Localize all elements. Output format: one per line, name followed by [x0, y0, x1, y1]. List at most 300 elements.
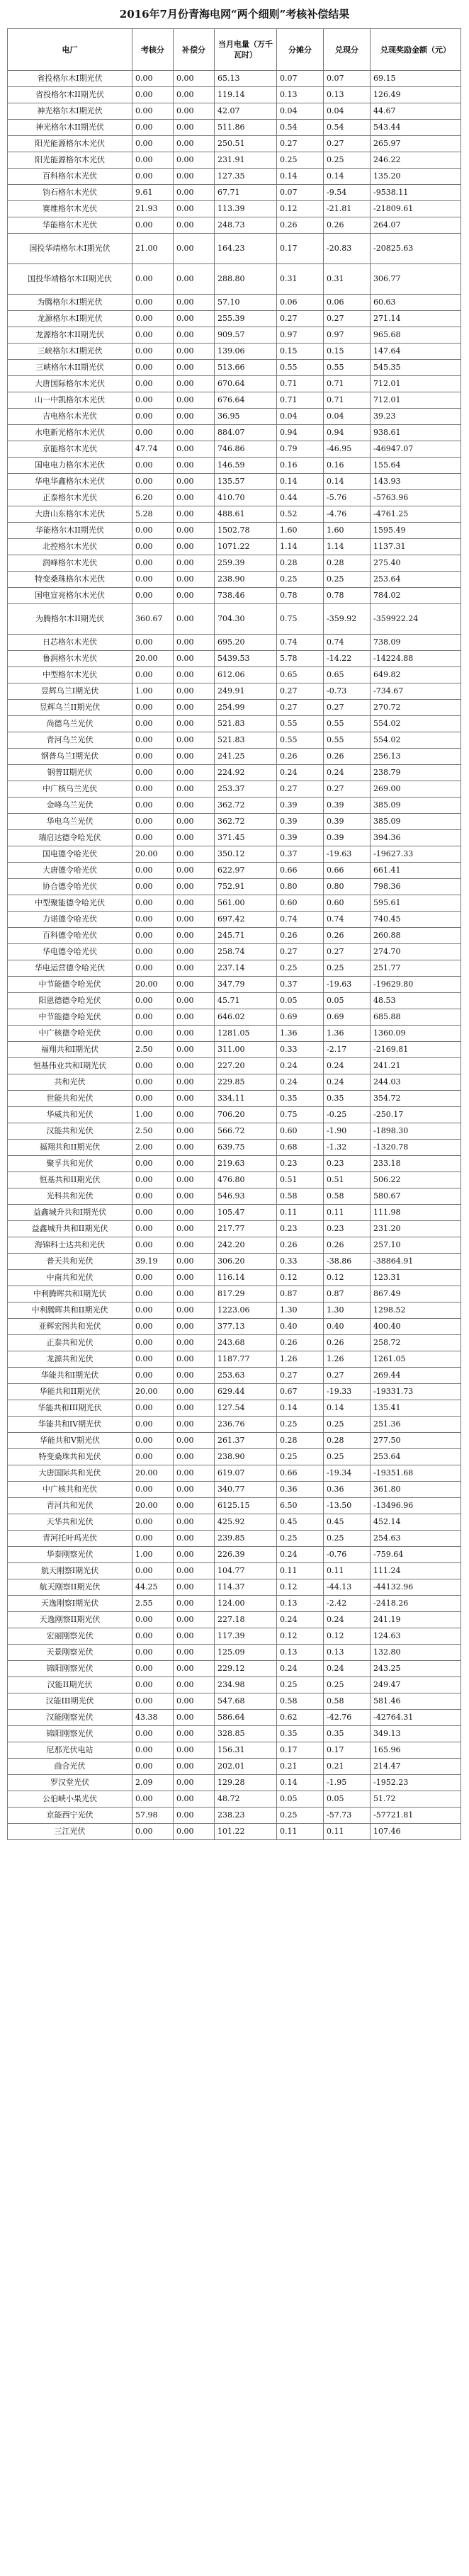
energy-value: 488.61	[215, 506, 277, 523]
share-score: 0.13	[277, 1596, 324, 1612]
energy-value: 306.20	[215, 1254, 277, 1270]
table-row	[8, 781, 461, 798]
net-score: 0.13	[324, 87, 371, 103]
amount-value: -2418.26	[371, 1596, 461, 1612]
penalty-score: 2.00	[132, 1140, 174, 1156]
table-row	[8, 1140, 461, 1156]
table-row	[8, 1579, 461, 1596]
compensation-score: 0.00	[174, 749, 215, 765]
amount-value: 39.23	[371, 409, 461, 425]
net-score: 0.36	[324, 1482, 371, 1498]
plant-name: 阳光能源格尔木光伏	[8, 136, 132, 152]
penalty-score: 0.00	[132, 1286, 174, 1303]
share-score: 0.66	[277, 1465, 324, 1482]
plant-name: 中广核德令哈光伏	[8, 1026, 132, 1042]
plant-name: 正泰共和光伏	[8, 1335, 132, 1351]
table-row	[8, 120, 461, 136]
amount-value: 506.22	[371, 1172, 461, 1188]
energy-value: 114.37	[215, 1579, 277, 1596]
net-score: 0.78	[324, 588, 371, 604]
penalty-score: 0.00	[132, 960, 174, 977]
penalty-score: 1.00	[132, 683, 174, 700]
plant-name: 华威共和光伏	[8, 1107, 132, 1123]
share-score: 0.24	[277, 765, 324, 781]
plant-name: 钧石格尔木光伏	[8, 185, 132, 201]
net-score: 0.80	[324, 879, 371, 895]
table-row	[8, 928, 461, 944]
energy-value: 410.70	[215, 490, 277, 506]
amount-value: -250.17	[371, 1107, 461, 1123]
amount-value: 165.96	[371, 1742, 461, 1759]
share-score: 0.25	[277, 1417, 324, 1433]
amount-value: 554.02	[371, 716, 461, 732]
penalty-score: 43.38	[132, 1710, 174, 1726]
net-score: 0.74	[324, 635, 371, 651]
compensation-score: 0.00	[174, 1726, 215, 1742]
table-header-row	[8, 29, 461, 71]
penalty-score: 2.09	[132, 1775, 174, 1791]
share-score: 0.26	[277, 1237, 324, 1254]
net-score: 0.40	[324, 1319, 371, 1335]
table-row	[8, 71, 461, 87]
table-row	[8, 1368, 461, 1384]
amount-value: 253.64	[371, 572, 461, 588]
plant-name: 华能共和V期光伏	[8, 1433, 132, 1449]
net-score: 0.55	[324, 732, 371, 749]
energy-value: 695.20	[215, 635, 277, 651]
table-row	[8, 1661, 461, 1677]
table-row	[8, 1335, 461, 1351]
compensation-score: 0.00	[174, 1237, 215, 1254]
amount-value: 135.20	[371, 169, 461, 185]
compensation-score: 0.00	[174, 264, 215, 295]
table-row	[8, 1417, 461, 1433]
plant-name: 华能格尔木II期光伏	[8, 523, 132, 539]
share-score: 0.60	[277, 1123, 324, 1140]
table-row	[8, 1824, 461, 1840]
share-score: 0.97	[277, 327, 324, 344]
penalty-score: 20.00	[132, 651, 174, 667]
amount-value: 712.01	[371, 376, 461, 392]
net-score: 0.27	[324, 781, 371, 798]
penalty-score: 0.00	[132, 392, 174, 409]
table-row	[8, 217, 461, 234]
energy-value: 117.39	[215, 1628, 277, 1645]
compensation-score: 0.00	[174, 588, 215, 604]
net-score: 0.12	[324, 1270, 371, 1286]
share-score: 0.07	[277, 71, 324, 87]
penalty-score: 0.00	[132, 1319, 174, 1335]
amount-value: 581.46	[371, 1693, 461, 1710]
energy-value: 139.06	[215, 344, 277, 360]
amount-value: -9538.11	[371, 185, 461, 201]
share-score: 0.13	[277, 87, 324, 103]
energy-value: 340.77	[215, 1482, 277, 1498]
penalty-score: 5.28	[132, 506, 174, 523]
penalty-score: 0.00	[132, 539, 174, 555]
penalty-score: 0.00	[132, 1661, 174, 1677]
energy-value: 362.72	[215, 798, 277, 814]
net-score: 0.04	[324, 409, 371, 425]
plant-name: 金峰乌兰光伏	[8, 798, 132, 814]
share-score: 0.15	[277, 344, 324, 360]
amount-value: 1595.49	[371, 523, 461, 539]
energy-value: 334.11	[215, 1091, 277, 1107]
net-score: 0.35	[324, 1091, 371, 1107]
table-row	[8, 1156, 461, 1172]
penalty-score: 0.00	[132, 895, 174, 912]
penalty-score: 0.00	[132, 1026, 174, 1042]
net-score: 0.60	[324, 895, 371, 912]
plant-name: 省投格尔木I期光伏	[8, 71, 132, 87]
penalty-score: 0.00	[132, 376, 174, 392]
plant-name: 三江光伏	[8, 1824, 132, 1840]
plant-name: 钢普II期光伏	[8, 765, 132, 781]
compensation-score: 0.00	[174, 490, 215, 506]
compensation-score: 0.00	[174, 1547, 215, 1563]
energy-value: 250.51	[215, 136, 277, 152]
table-row	[8, 103, 461, 120]
net-score: 0.26	[324, 217, 371, 234]
share-score: 0.75	[277, 1107, 324, 1123]
plant-name: 福翔共和II期光伏	[8, 1140, 132, 1156]
penalty-score: 0.00	[132, 1628, 174, 1645]
penalty-score: 0.00	[132, 716, 174, 732]
net-score: 0.28	[324, 555, 371, 572]
energy-value: 227.18	[215, 1612, 277, 1628]
plant-name: 瑞启达德令哈光伏	[8, 830, 132, 846]
share-score: 0.39	[277, 830, 324, 846]
share-score: 1.14	[277, 539, 324, 555]
plant-name: 京能格尔木光伏	[8, 441, 132, 458]
net-score: 0.27	[324, 311, 371, 327]
share-score: 0.79	[277, 441, 324, 458]
net-score: -0.73	[324, 683, 371, 700]
net-score: 0.35	[324, 1726, 371, 1742]
energy-value: 1071.22	[215, 539, 277, 555]
net-score: 0.05	[324, 1791, 371, 1808]
compensation-score: 0.00	[174, 1319, 215, 1335]
energy-value: 817.29	[215, 1286, 277, 1303]
energy-value: 202.01	[215, 1759, 277, 1775]
energy-value: 328.85	[215, 1726, 277, 1742]
share-score: 0.27	[277, 781, 324, 798]
share-score: 0.39	[277, 798, 324, 814]
share-score: 0.55	[277, 716, 324, 732]
compensation-score: 0.00	[174, 1172, 215, 1188]
net-score: 0.14	[324, 474, 371, 490]
table-row	[8, 1596, 461, 1612]
amount-value: 135.41	[371, 1400, 461, 1417]
penalty-score: 2.50	[132, 1042, 174, 1058]
plant-name: 昱辉乌兰I期光伏	[8, 683, 132, 700]
plant-name: 中广核乌兰光伏	[8, 781, 132, 798]
table-row	[8, 1808, 461, 1824]
net-score: 0.25	[324, 152, 371, 169]
penalty-score: 0.00	[132, 458, 174, 474]
amount-value: 253.64	[371, 1449, 461, 1465]
share-score: 0.51	[277, 1172, 324, 1188]
amount-value: 545.35	[371, 360, 461, 376]
compensation-score: 0.00	[174, 1140, 215, 1156]
table-row	[8, 993, 461, 1009]
share-score: 1.60	[277, 523, 324, 539]
energy-value: 253.63	[215, 1368, 277, 1384]
compensation-score: 0.00	[174, 392, 215, 409]
share-score: 0.55	[277, 732, 324, 749]
table-row	[8, 765, 461, 781]
share-score: 1.26	[277, 1351, 324, 1368]
compensation-score: 0.00	[174, 1042, 215, 1058]
penalty-score: 0.00	[132, 87, 174, 103]
plant-name: 恒基伟业共和I期光伏	[8, 1058, 132, 1074]
plant-name: 百科格尔木光伏	[8, 169, 132, 185]
net-score: -9.54	[324, 185, 371, 201]
penalty-score: 0.00	[132, 360, 174, 376]
penalty-score: 0.00	[132, 523, 174, 539]
energy-value: 238.90	[215, 1449, 277, 1465]
table-row	[8, 912, 461, 928]
compensation-score: 0.00	[174, 1775, 215, 1791]
plant-name: 为腾格尔木II期光伏	[8, 604, 132, 635]
compensation-score: 0.00	[174, 1156, 215, 1172]
net-score: 0.04	[324, 103, 371, 120]
table-row	[8, 1693, 461, 1710]
col-header-compensation: 补偿分	[174, 29, 215, 71]
share-score: 0.14	[277, 474, 324, 490]
amount-value: 111.98	[371, 1205, 461, 1221]
compensation-score: 0.00	[174, 1693, 215, 1710]
share-score: 0.58	[277, 1188, 324, 1205]
net-score: -44.13	[324, 1579, 371, 1596]
amount-value: 107.46	[371, 1824, 461, 1840]
share-score: 0.44	[277, 490, 324, 506]
net-score: 0.66	[324, 863, 371, 879]
amount-value: 354.72	[371, 1091, 461, 1107]
compensation-score: 0.00	[174, 1009, 215, 1026]
plant-name: 正泰格尔木光伏	[8, 490, 132, 506]
amount-value: -19331.73	[371, 1384, 461, 1400]
plant-name: 天逸刚察II期光伏	[8, 1612, 132, 1628]
amount-value: 123.31	[371, 1270, 461, 1286]
net-score: -1.32	[324, 1140, 371, 1156]
compensation-score: 0.00	[174, 1531, 215, 1547]
share-score: 0.25	[277, 1449, 324, 1465]
penalty-score: 20.00	[132, 977, 174, 993]
penalty-score: 0.00	[132, 103, 174, 120]
table-row	[8, 1759, 461, 1775]
plant-name: 阳恩德德令哈光伏	[8, 993, 132, 1009]
compensation-score: 0.00	[174, 1449, 215, 1465]
penalty-score: 44.25	[132, 1579, 174, 1596]
plant-name: 锦阳刚察光伏	[8, 1726, 132, 1742]
energy-value: 909.57	[215, 327, 277, 344]
energy-value: 746.86	[215, 441, 277, 458]
penalty-score: 0.00	[132, 409, 174, 425]
table-row	[8, 234, 461, 264]
compensation-score: 0.00	[174, 1123, 215, 1140]
table-row	[8, 1009, 461, 1026]
energy-value: 254.99	[215, 700, 277, 716]
net-score: -4.76	[324, 506, 371, 523]
net-score: 0.11	[324, 1824, 371, 1840]
plant-name: 亚辉宏图共和光伏	[8, 1319, 132, 1335]
share-score: 0.17	[277, 1742, 324, 1759]
energy-value: 5439.53	[215, 651, 277, 667]
energy-value: 67.71	[215, 185, 277, 201]
share-score: 0.60	[277, 895, 324, 912]
compensation-score: 0.00	[174, 120, 215, 136]
compensation-score: 0.00	[174, 217, 215, 234]
energy-value: 311.00	[215, 1042, 277, 1058]
net-score: 0.17	[324, 1742, 371, 1759]
plant-name: 特变桑珠共和光伏	[8, 1449, 132, 1465]
energy-value: 561.00	[215, 895, 277, 912]
share-score: 0.24	[277, 1547, 324, 1563]
penalty-score: 0.00	[132, 1221, 174, 1237]
table-row	[8, 1074, 461, 1091]
energy-value: 513.66	[215, 360, 277, 376]
col-header-penalty: 考核分	[132, 29, 174, 71]
amount-value: 269.44	[371, 1368, 461, 1384]
amount-value: 251.36	[371, 1417, 461, 1433]
net-score: -57.73	[324, 1808, 371, 1824]
penalty-score: 0.00	[132, 1335, 174, 1351]
penalty-score: 0.00	[132, 1351, 174, 1368]
share-score: 0.27	[277, 1368, 324, 1384]
table-row	[8, 201, 461, 217]
amount-value: 1261.05	[371, 1351, 461, 1368]
share-score: 0.14	[277, 169, 324, 185]
net-score: 0.55	[324, 716, 371, 732]
amount-value: 214.47	[371, 1759, 461, 1775]
net-score: 0.94	[324, 425, 371, 441]
compensation-score: 0.00	[174, 1628, 215, 1645]
compensation-score: 0.00	[174, 185, 215, 201]
share-score: 0.35	[277, 1726, 324, 1742]
plant-name: 大唐国际共和光伏	[8, 1465, 132, 1482]
share-score: 5.78	[277, 651, 324, 667]
table-row	[8, 1645, 461, 1661]
table-row	[8, 683, 461, 700]
share-score: 0.23	[277, 1156, 324, 1172]
compensation-score: 0.00	[174, 651, 215, 667]
penalty-score: 0.00	[132, 572, 174, 588]
net-score: 0.27	[324, 1368, 371, 1384]
table-row	[8, 1237, 461, 1254]
table-row	[8, 490, 461, 506]
amount-value: -21809.61	[371, 201, 461, 217]
energy-value: 219.63	[215, 1156, 277, 1172]
penalty-score: 20.00	[132, 846, 174, 863]
energy-value: 704.30	[215, 604, 277, 635]
plant-name: 中南共和光伏	[8, 1270, 132, 1286]
amount-value: -1898.30	[371, 1123, 461, 1140]
net-score: 0.27	[324, 700, 371, 716]
share-score: 0.05	[277, 1791, 324, 1808]
penalty-score: 0.00	[132, 1612, 174, 1628]
table-row	[8, 264, 461, 295]
plant-name: 山一中凯格尔木光伏	[8, 392, 132, 409]
energy-value: 259.39	[215, 555, 277, 572]
share-score: 0.05	[277, 993, 324, 1009]
penalty-score: 0.00	[132, 1074, 174, 1091]
plant-name: 吉电格尔木光伏	[8, 409, 132, 425]
compensation-score: 0.00	[174, 1465, 215, 1482]
net-score: 0.13	[324, 1645, 371, 1661]
net-score: -19.63	[324, 846, 371, 863]
amount-value: 244.03	[371, 1074, 461, 1091]
amount-value: 738.09	[371, 635, 461, 651]
amount-value: -19627.33	[371, 846, 461, 863]
penalty-score: 0.00	[132, 1563, 174, 1579]
net-score: -38.86	[324, 1254, 371, 1270]
compensation-score: 0.00	[174, 928, 215, 944]
table-row	[8, 798, 461, 814]
share-score: 0.74	[277, 912, 324, 928]
energy-value: 1187.77	[215, 1351, 277, 1368]
plant-name: 光科共和光伏	[8, 1188, 132, 1205]
penalty-score: 0.00	[132, 152, 174, 169]
energy-value: 377.13	[215, 1319, 277, 1335]
plant-name: 尚德乌兰光伏	[8, 716, 132, 732]
amount-value: -359922.24	[371, 604, 461, 635]
penalty-score: 0.00	[132, 264, 174, 295]
share-score: 0.11	[277, 1824, 324, 1840]
table-row	[8, 700, 461, 716]
plant-name: 青河乌兰光伏	[8, 732, 132, 749]
table-row	[8, 1172, 461, 1188]
compensation-score: 0.00	[174, 1058, 215, 1074]
net-score: -21.81	[324, 201, 371, 217]
net-score: 0.24	[324, 1612, 371, 1628]
compensation-score: 0.00	[174, 1645, 215, 1661]
net-score: 0.24	[324, 1074, 371, 1091]
amount-value: -5763.96	[371, 490, 461, 506]
share-score: 0.25	[277, 152, 324, 169]
compensation-score: 0.00	[174, 1221, 215, 1237]
plant-name: 国电电力格尔木光伏	[8, 458, 132, 474]
amount-value: -1952.23	[371, 1775, 461, 1791]
energy-value: 129.28	[215, 1775, 277, 1791]
share-score: 0.71	[277, 376, 324, 392]
net-score: 0.26	[324, 1335, 371, 1351]
share-score: 0.45	[277, 1514, 324, 1531]
net-score: 0.25	[324, 1449, 371, 1465]
share-score: 0.17	[277, 234, 324, 264]
net-score: -42.76	[324, 1710, 371, 1726]
energy-value: 245.71	[215, 928, 277, 944]
table-row	[8, 539, 461, 555]
amount-value: -19351.68	[371, 1465, 461, 1482]
energy-value: 566.72	[215, 1123, 277, 1140]
amount-value: 595.61	[371, 895, 461, 912]
compensation-score: 0.00	[174, 1335, 215, 1351]
net-score: 0.25	[324, 572, 371, 588]
compensation-score: 0.00	[174, 474, 215, 490]
energy-value: 425.92	[215, 1514, 277, 1531]
share-score: 0.55	[277, 360, 324, 376]
compensation-score: 0.00	[174, 1579, 215, 1596]
penalty-score: 0.00	[132, 1677, 174, 1693]
energy-value: 217.77	[215, 1221, 277, 1237]
table-row	[8, 1400, 461, 1417]
penalty-score: 0.00	[132, 1824, 174, 1840]
plant-name: 龙源共和光伏	[8, 1351, 132, 1368]
compensation-score: 0.00	[174, 1254, 215, 1270]
energy-value: 261.37	[215, 1433, 277, 1449]
compensation-score: 0.00	[174, 1596, 215, 1612]
